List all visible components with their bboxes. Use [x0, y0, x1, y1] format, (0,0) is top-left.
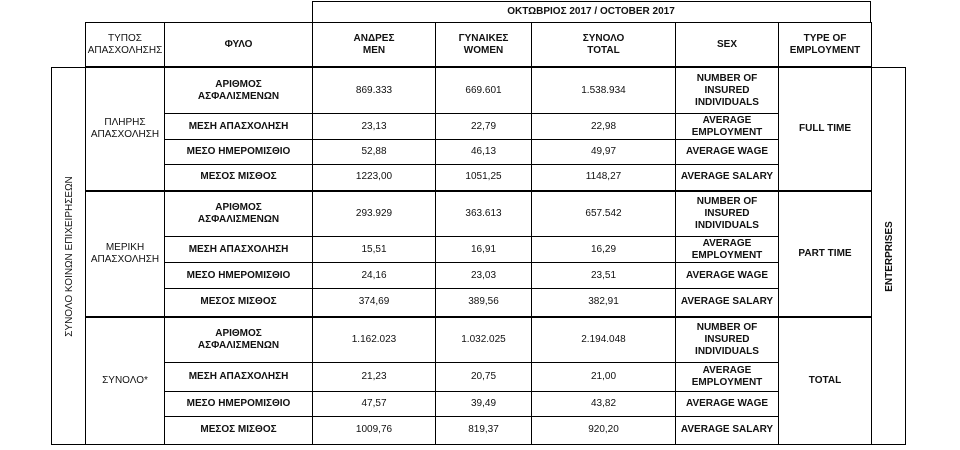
cell-women	[436, 263, 531, 288]
row-label-gr-line1: ΜΕΣΟΣ ΜΙΣΘΟΣ	[200, 171, 277, 182]
value-women: 363.613	[465, 208, 502, 219]
row-label-gr	[165, 68, 312, 113]
row-label-gr	[165, 263, 312, 288]
group-type-en: TOTAL	[808, 374, 842, 386]
cell-total	[532, 237, 675, 262]
cell-men	[313, 237, 435, 262]
col-header-sex-gr	[165, 23, 312, 66]
col-type-en-line2: EMPLOYMENT	[789, 44, 861, 56]
value-total: 1148,27	[585, 171, 622, 182]
cell-men	[313, 140, 435, 164]
row-label-en-line1: AVERAGE	[702, 365, 752, 376]
col-men-en: MEN	[362, 44, 386, 56]
value-men: 52,88	[361, 146, 387, 157]
row-label-en-line2: EMPLOYMENT	[691, 249, 763, 261]
cell-total	[532, 114, 675, 139]
period-header	[312, 2, 870, 22]
row-label-gr-line1: ΜΕΣΟ ΗΜΕΡΟΜΙΣΘΙΟ	[186, 398, 291, 409]
grid-line	[312, 1, 313, 23]
grid-line	[51, 444, 906, 445]
cell-women	[436, 417, 531, 443]
row-label-en-line1: AVERAGE	[702, 114, 752, 126]
group-type-en: FULL TIME	[798, 123, 852, 134]
value-total: 49,97	[590, 146, 617, 157]
cell-total	[532, 318, 675, 362]
group-type-gr-line1: ΣΥΝΟΛΟ*	[102, 374, 148, 386]
row-label-en-line2: INSURED	[704, 208, 750, 219]
row-label-en-line3: INDIVIDUALS	[695, 346, 759, 357]
row-label-en-line2: INSURED	[704, 84, 750, 96]
group-type-en: PART TIME	[798, 248, 852, 259]
row-label-gr	[165, 318, 312, 362]
col-header-total	[532, 23, 675, 66]
col-header-type-en	[780, 23, 870, 66]
row-label-gr	[165, 192, 312, 236]
row-label-en-line2: EMPLOYMENT	[691, 126, 763, 138]
grid-line	[164, 236, 779, 237]
cell-men	[313, 289, 435, 315]
cell-total	[532, 392, 675, 416]
value-women: 1.032.025	[461, 334, 506, 345]
cell-men	[313, 392, 435, 416]
col-header-women	[436, 23, 531, 66]
value-women: 819,37	[468, 424, 499, 435]
value-men: 374,69	[358, 296, 390, 307]
side-label-left-text: ΣΥΝΟΛΟ ΚΟΙΝΩΝ ΕΠΙΧΕΙΡΗΣΕΩΝ	[63, 175, 75, 337]
cell-total	[532, 140, 675, 164]
row-label-en-line1: NUMBER OF	[696, 322, 758, 333]
col-type-gr-line1: ΤΥΠΟΣ	[108, 32, 142, 44]
group-type-en-part	[780, 192, 870, 316]
col-header-sex-en	[676, 23, 778, 66]
row-label-gr-line1: ΜΕΣΗ ΑΠΑΣΧΟΛΗΣΗ	[188, 120, 289, 132]
value-total: 23,51	[590, 269, 617, 281]
row-label-gr	[165, 392, 312, 416]
value-total: 920,20	[588, 424, 619, 435]
cell-total	[532, 68, 675, 113]
grid-line	[164, 139, 779, 140]
row-label-en	[676, 165, 778, 189]
grid-line	[164, 262, 779, 263]
col-women-en: WOMEN	[463, 44, 504, 56]
value-women: 22,79	[470, 120, 497, 132]
row-label-en-line1: AVERAGE WAGE	[685, 398, 769, 409]
row-label-gr	[165, 289, 312, 315]
cell-total	[532, 165, 675, 189]
value-men: 869.333	[355, 84, 393, 96]
group-type-gr-line1: ΜΕΡΙΚΗ	[105, 242, 145, 253]
cell-total	[532, 417, 675, 443]
cell-women	[436, 165, 531, 189]
cell-men	[313, 68, 435, 113]
col-total-gr: ΣΥΝΟΛΟ	[582, 32, 625, 44]
value-men: 23,13	[361, 120, 387, 132]
cell-women	[436, 192, 531, 236]
group-type-gr-total	[86, 318, 164, 443]
grid-line	[905, 67, 906, 445]
row-label-gr-line1: ΑΡΙΘΜΟΣ	[215, 202, 262, 213]
cell-women	[436, 114, 531, 139]
row-label-en	[676, 237, 778, 262]
grid-line	[531, 22, 532, 444]
cell-women	[436, 140, 531, 164]
row-label-en	[676, 140, 778, 164]
grid-line	[51, 67, 52, 445]
value-total: 43,82	[590, 398, 617, 409]
row-label-gr-line1: ΜΕΣΗ ΑΠΑΣΧΟΛΗΣΗ	[188, 243, 289, 255]
row-label-en-line2: INSURED	[704, 334, 750, 345]
grid-line	[85, 22, 86, 444]
grid-line	[85, 191, 871, 192]
row-label-gr	[165, 417, 312, 443]
grid-line	[164, 416, 779, 417]
value-total: 16,29	[590, 243, 617, 255]
col-type-en-line1: TYPE OF	[803, 32, 847, 44]
row-label-gr-line1: ΑΡΙΘΜΟΣ	[215, 78, 262, 90]
col-men-gr: ΑΝΔΡΕΣ	[353, 32, 395, 44]
row-label-gr-line1: ΜΕΣΟΣ ΜΙΣΘΟΣ	[200, 296, 277, 307]
side-label-right-text: ENTERPRISES	[883, 220, 895, 292]
grid-line	[312, 22, 313, 444]
value-women: 1051,25	[465, 171, 502, 182]
col-total-en: TOTAL	[587, 44, 620, 56]
cell-men	[313, 417, 435, 443]
row-label-gr	[165, 140, 312, 164]
row-label-en	[676, 289, 778, 315]
cell-men	[313, 263, 435, 288]
value-men: 1009,76	[355, 424, 393, 435]
col-women-gr: ΓΥΝΑΙΚΕΣ	[458, 32, 509, 44]
col-type-gr-line2: ΑΠΑΣΧΟΛΗΣΗΣ	[87, 44, 163, 56]
col-sex-gr-label: ΦΥΛΟ	[224, 38, 253, 50]
row-label-en	[676, 318, 778, 362]
col-header-type-gr	[86, 23, 164, 66]
value-total: 2.194.048	[581, 334, 626, 345]
group-type-gr-part	[86, 192, 164, 316]
row-label-en-line1: NUMBER OF	[696, 72, 758, 84]
value-women: 23,03	[470, 269, 497, 281]
value-women: 669.601	[465, 84, 502, 96]
row-label-gr-line2: ΑΣΦΑΛΙΣΜΕΝΩΝ	[197, 214, 280, 225]
side-label-left	[52, 68, 86, 444]
row-label-en-line1: AVERAGE WAGE	[685, 269, 769, 281]
row-label-en	[676, 363, 778, 391]
row-label-en-line2: EMPLOYMENT	[691, 377, 763, 388]
value-men: 24,16	[361, 269, 387, 281]
cell-women	[436, 237, 531, 262]
col-header-men	[313, 23, 435, 66]
row-label-en	[676, 392, 778, 416]
group-type-en-total	[780, 318, 870, 443]
period-label: ΟΚΤΩΒΡΙΟΣ 2017 / OCTOBER 2017	[507, 6, 675, 17]
row-label-en-line3: INDIVIDUALS	[695, 96, 759, 108]
grid-line	[164, 164, 779, 165]
row-label-en-line1: AVERAGE SALARY	[680, 424, 774, 435]
grid-line	[675, 22, 676, 444]
group-type-gr-line2: ΑΠΑΣΧΟΛΗΣΗ	[90, 129, 160, 140]
cell-total	[532, 363, 675, 391]
row-label-gr	[165, 363, 312, 391]
row-label-en-line1: AVERAGE SALARY	[680, 171, 774, 182]
cell-total	[532, 263, 675, 288]
grid-line	[164, 113, 779, 114]
grid-line	[778, 22, 779, 444]
cell-women	[436, 289, 531, 315]
side-label-right	[872, 68, 906, 444]
value-men: 1223,00	[355, 171, 393, 182]
grid-line	[871, 22, 872, 444]
row-label-en-line1: AVERAGE SALARY	[680, 296, 774, 307]
value-men: 1.162.023	[351, 334, 397, 345]
grid-line	[164, 391, 779, 392]
group-type-en-full	[780, 68, 870, 190]
cell-women	[436, 318, 531, 362]
value-men: 47,57	[361, 398, 387, 409]
grid-line	[85, 22, 871, 23]
value-total: 657.542	[585, 208, 622, 219]
row-label-gr-line1: ΜΕΣΟΣ ΜΙΣΘΟΣ	[200, 424, 277, 435]
value-women: 20,75	[470, 371, 497, 382]
value-total: 21,00	[590, 371, 617, 382]
row-label-en-line1: NUMBER OF	[696, 196, 758, 207]
row-label-gr-line1: ΜΕΣΗ ΑΠΑΣΧΟΛΗΣΗ	[188, 371, 289, 382]
grid-line	[312, 1, 871, 2]
row-label-gr	[165, 114, 312, 139]
value-women: 39,49	[470, 398, 497, 409]
grid-line	[435, 22, 436, 444]
value-women: 16,91	[470, 243, 497, 255]
value-total: 1.538.934	[581, 84, 626, 96]
value-total: 382,91	[588, 296, 619, 307]
cell-men	[313, 165, 435, 189]
cell-total	[532, 289, 675, 315]
col-sex-en-label: SEX	[716, 38, 737, 50]
row-label-gr-line1: ΜΕΣΟ ΗΜΕΡΟΜΙΣΘΙΟ	[186, 146, 291, 157]
cell-men	[313, 363, 435, 391]
grid-line	[164, 362, 779, 363]
grid-line	[164, 288, 779, 289]
row-label-en	[676, 263, 778, 288]
group-type-gr-line1: ΠΛΗΡΗΣ	[104, 117, 146, 128]
row-label-en	[676, 192, 778, 236]
cell-men	[313, 318, 435, 362]
value-women: 389,56	[468, 296, 499, 307]
value-men: 293.929	[355, 208, 393, 219]
row-label-gr	[165, 237, 312, 262]
group-type-gr-line2: ΑΠΑΣΧΟΛΗΣΗ	[90, 254, 160, 265]
cell-women	[436, 363, 531, 391]
row-label-gr-line1: ΑΡΙΘΜΟΣ	[215, 328, 262, 339]
row-label-en	[676, 417, 778, 443]
row-label-en-line1: AVERAGE WAGE	[685, 146, 769, 157]
cell-men	[313, 114, 435, 139]
row-label-gr-line2: ΑΣΦΑΛΙΣΜΕΝΩΝ	[197, 90, 280, 102]
grid-line	[164, 22, 165, 444]
cell-men	[313, 192, 435, 236]
value-total: 22,98	[590, 120, 617, 132]
row-label-gr	[165, 165, 312, 189]
cell-total	[532, 192, 675, 236]
row-label-en	[676, 114, 778, 139]
row-label-en-line1: AVERAGE	[702, 237, 752, 249]
row-label-gr-line2: ΑΣΦΑΛΙΣΜΕΝΩΝ	[197, 340, 280, 351]
value-men: 21,23	[361, 371, 387, 382]
cell-women	[436, 392, 531, 416]
grid-line	[870, 1, 871, 23]
cell-women	[436, 68, 531, 113]
value-women: 46,13	[470, 146, 497, 157]
value-men: 15,51	[361, 243, 387, 255]
group-type-gr-full	[86, 68, 164, 190]
row-label-en-line3: INDIVIDUALS	[695, 220, 759, 231]
grid-line	[85, 317, 871, 318]
row-label-en	[676, 68, 778, 113]
row-label-gr-line1: ΜΕΣΟ ΗΜΕΡΟΜΙΣΘΙΟ	[186, 269, 291, 281]
